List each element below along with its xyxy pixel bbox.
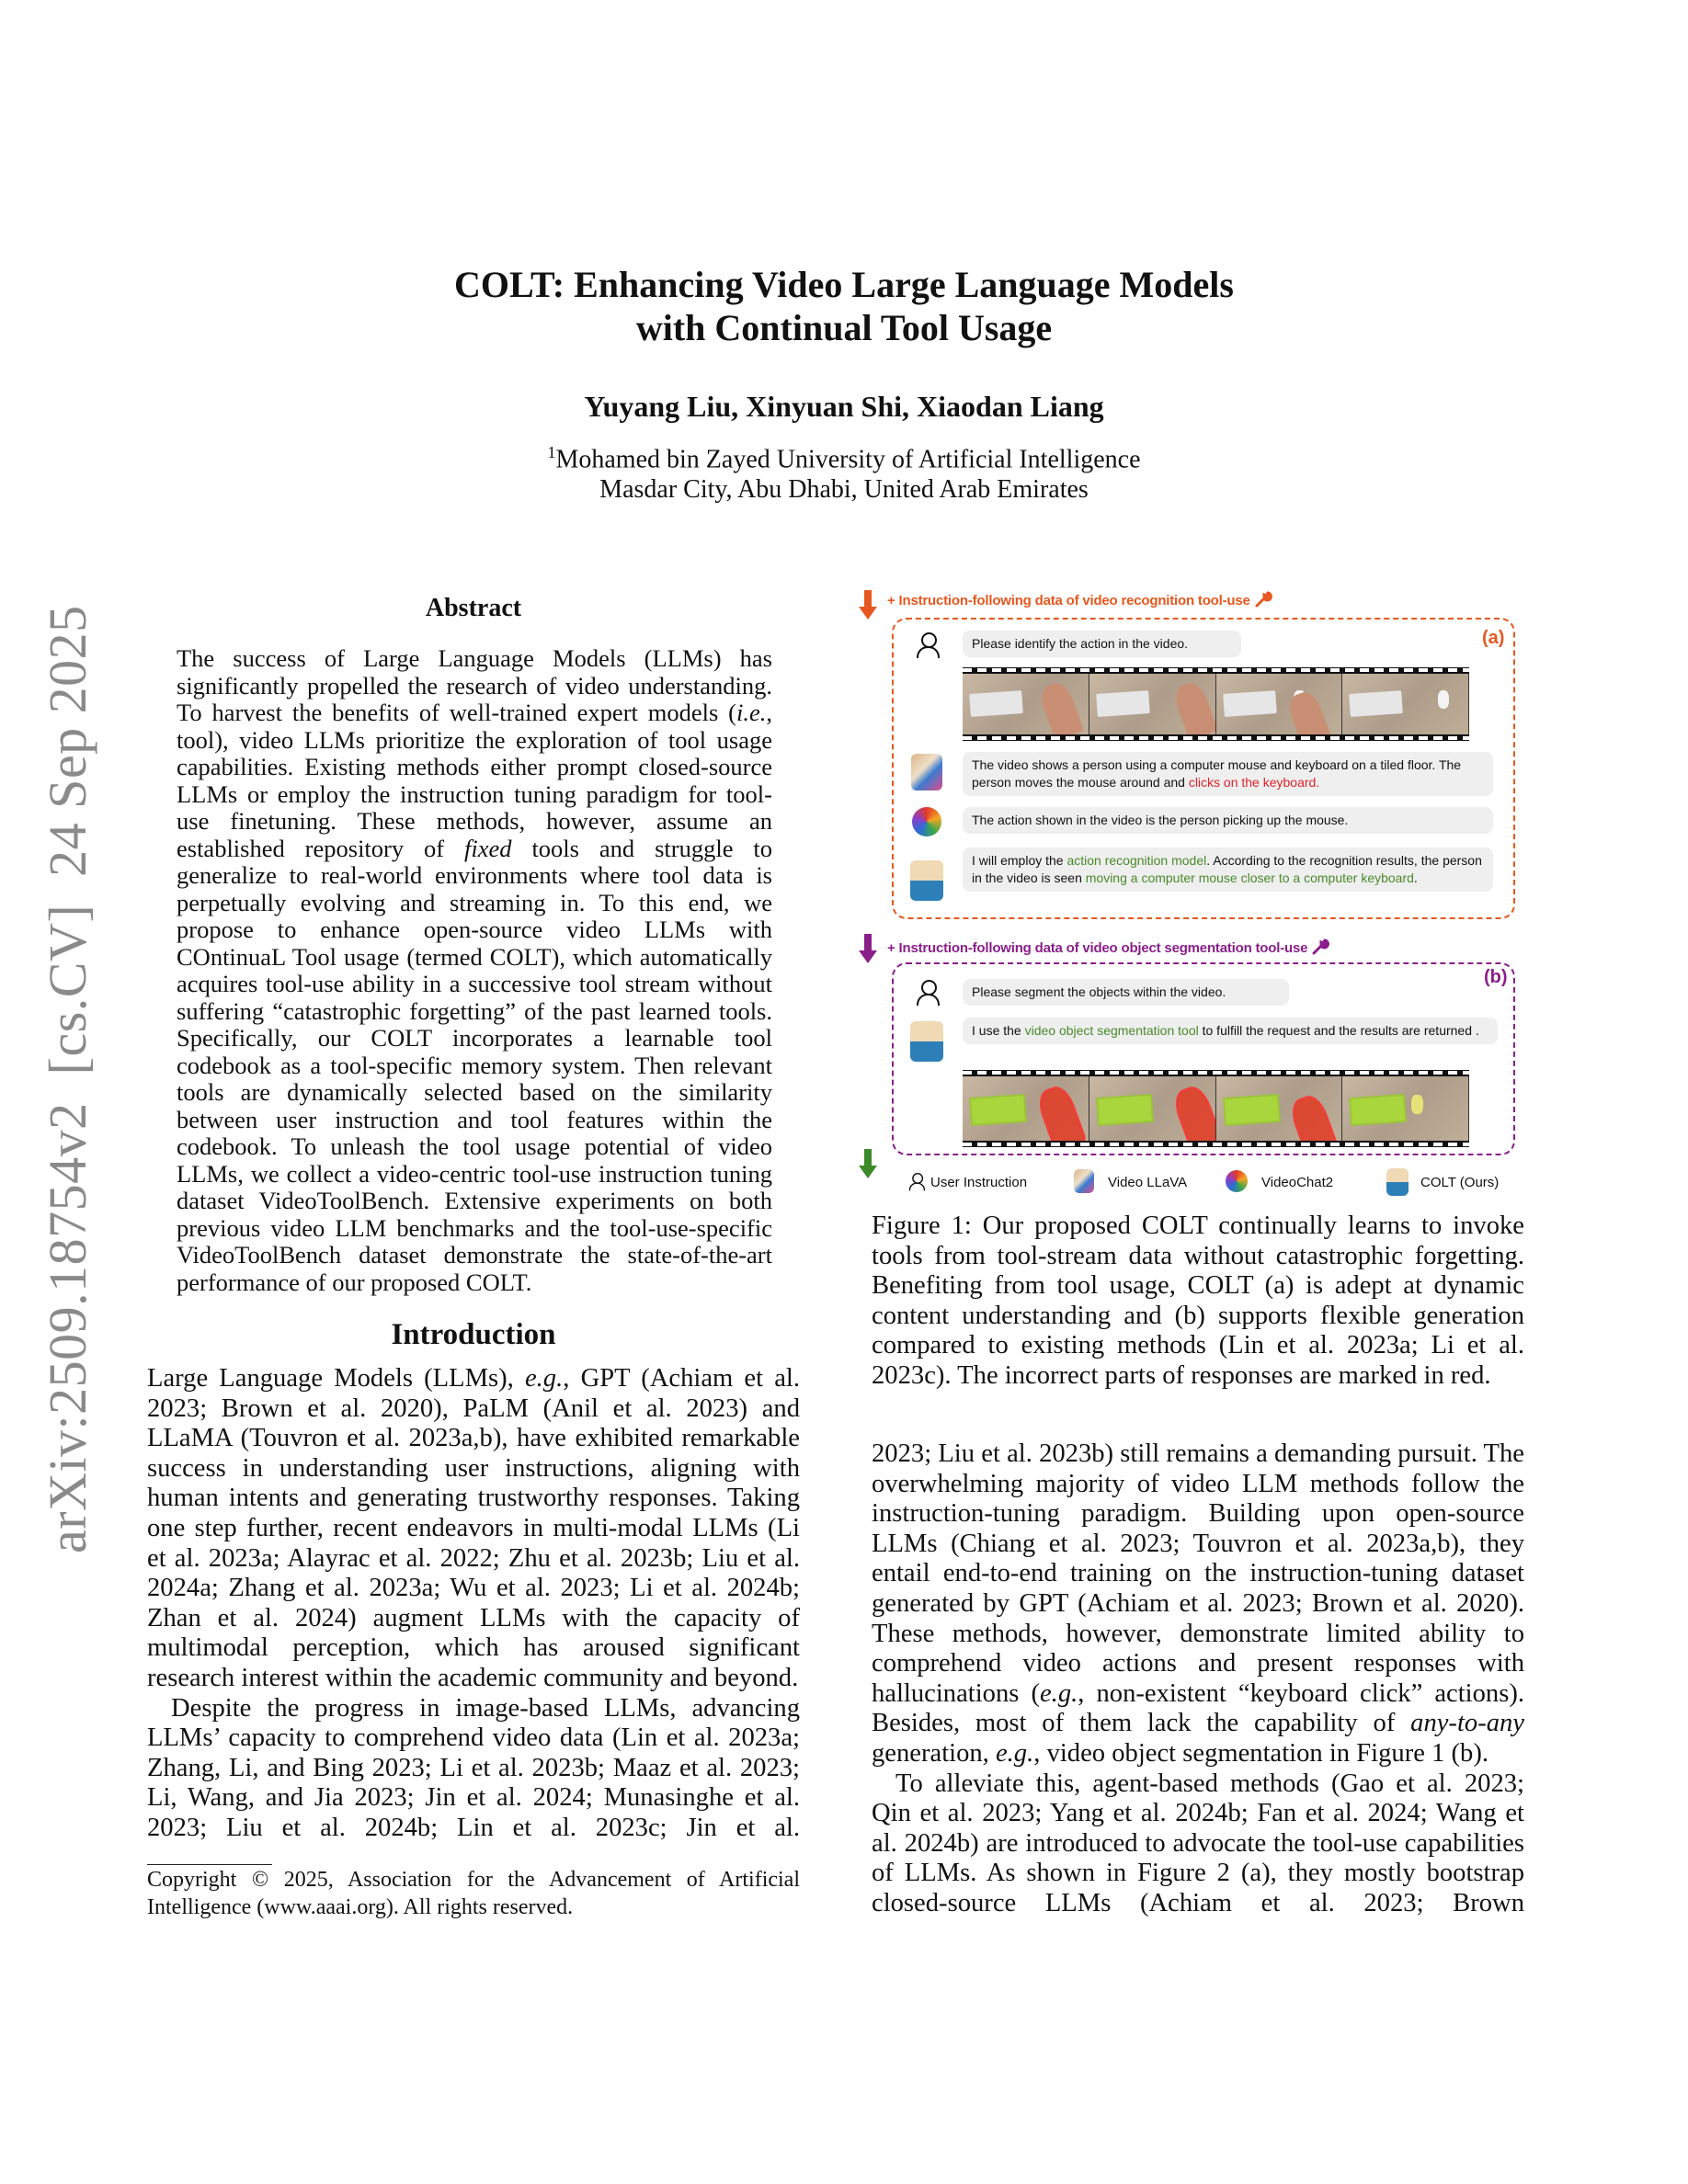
italic-text: e.g. (995, 1738, 1034, 1768)
text-segment: generation, (872, 1738, 996, 1768)
wrench-icon (1254, 590, 1272, 609)
videochat2-icon (1226, 1170, 1248, 1192)
arxiv-identifier: arXiv:2509.18754v2 [cs.CV] 24 Sep 2025 (38, 605, 97, 1553)
text-segment: The video shows a person using a computer mouse and keyboard on a tiled floor. The person moves the mouse around and (972, 757, 1462, 790)
legend-colt: COLT (Ours) (1420, 1175, 1500, 1190)
text-segment: , non-existent “keyboard click” actions). Besides, most of them lack the capability of (872, 1678, 1524, 1738)
text-segment: To alleviate this, agent-based methods (Gao et al. 2023; Qin et al. 2023; Yang et al. 2024b; Fan et al. 2024; Wang et al. 2024b) are introduced to advocate the tool-use capabilities of LLMs. As shown in Figure 2 (a), they mostly bootstrap closed-source LLMs (Achiam et al. 2023; Brown (872, 1769, 1524, 1917)
user-instruction-bubble (963, 631, 1241, 657)
colt-avatar-icon (910, 1021, 943, 1062)
panel-label-a: (a) (1482, 628, 1505, 648)
video-frames (963, 667, 1469, 741)
affil-line: Mohamed bin Zayed University of Artificial Intelligence (555, 445, 1141, 474)
abstract-heading: Abstract (425, 594, 522, 622)
text-segment: , video object segmentation in Figure 1 (b). (1033, 1738, 1488, 1768)
wrench-icon (1311, 938, 1329, 956)
user-instruction-bubble (963, 979, 1289, 1006)
paragraph (872, 1769, 1524, 1919)
colt-response-bubble (963, 847, 1493, 892)
text-segment: Large Language Models (LLMs), (147, 1364, 525, 1393)
legend-videochat2: VideoChat2 (1261, 1175, 1334, 1190)
header-text: + Instruction-following data of video recognition tool-use (887, 593, 1250, 609)
title-line: COLT: Enhancing Video Large Language Models (454, 264, 1234, 305)
authors: Yuyang Liu, Xinyuan Shi, Xiaodan Liang (584, 390, 1104, 423)
copyright-footnote: Copyright © 2025, Association for the Advancement of Artificial Intelligence (www.aaai.org). All rights reserved. (147, 1868, 800, 1919)
italic-text: i.e. (736, 699, 767, 726)
italic-text: any-to-any (1410, 1709, 1524, 1738)
text-segment: The success of Large Language Models (LLMs) has significantly propelled the research of video understanding. To harvest the benefits of well-trained expert models ( (177, 644, 772, 726)
legend-llava: Video LLaVA (1108, 1175, 1188, 1190)
paper-title (0, 263, 1688, 349)
paragraph (147, 1364, 800, 1694)
text-segment: , GPT (Achiam et al. 2023; Brown et al. 2020), PaLM (Anil et al. 2023) and LLaMA (Touvron et al. 2023a,b), have exhibited remarkable success in understanding user instructions, aligning with human intents and generating trustworthy responses. Taking one step further, recent endeavors in multi-modal LLMs (Li et al. 2023a; Alayrac et al. 2022; Zhu et al. 2023b; Liu et al. 2024a; Zhang et al. 2023a; Wu et al. 2023; Li et al. 2024b; Zhan et al. 2024) augment LLMs with the capacity of multimodal perception, which has aroused significant research interest within the academic community and beyond. (147, 1364, 800, 1692)
text-segment: . According to the recognition results, the person in the video is seen (972, 853, 1482, 885)
affiliation (0, 438, 1688, 505)
right-column (872, 1439, 1524, 1919)
affil-line: Masdar City, Abu Dhabi, United Arab Emirates (599, 475, 1089, 505)
footnote-rule (147, 1864, 272, 1865)
user-icon (916, 980, 940, 1006)
colt-icon (1386, 1168, 1409, 1196)
panel-label-b: (b) (1484, 967, 1508, 987)
affil-sup: 1 (547, 443, 556, 461)
text-segment: The action shown in the video is the person picking up the mouse. (972, 813, 1349, 827)
legend-user: User Instruction (930, 1175, 1028, 1190)
highlighted-text: video object segmentation tool (1024, 1023, 1199, 1038)
paragraph (872, 1439, 1524, 1769)
italic-text: e.g. (1039, 1678, 1078, 1708)
text-segment: to fulfill the request and the results are returned . (1198, 1023, 1479, 1038)
paragraph (147, 1694, 800, 1844)
text-segment: tools and struggle to generalize to real-world environments where tool data is perpetually evolving and streaming in. To this end, we propose to enhance open-source video LLMs with COntinuaL Tool usage (termed COLT), which automatically acquires tool-use ability in a successive tool stream without suffering “catastrophic forgetting” of the past learned tools. Specifically, our COLT incorporates a learnable tool codebook as a tool-specific memory system. Then relevant tools are dynamically selected based on the similarity between user instruction and tool features within the codebook. To unleash the tool usage potential of video LLMs, we collect a video-centric tool-use instruction tuning dataset VideoToolBench. Extensive experiments on both previous video LLM benchmarks and the tool-use-specific VideoToolBench dataset demonstrate the state-of-the-art performance of our proposed COLT. (177, 834, 772, 1296)
videochat2-response-bubble (963, 807, 1493, 834)
text-segment: , tool), video LLMs prioritize the exploration of tool usage capabilities. Existing methods either prompt closed-source LLMs or employ the instruction tuning paradigm for tool-use finetuning. These methods, however, assume an established repository of (177, 699, 772, 862)
video-llava-avatar-icon (911, 754, 942, 791)
text-segment: Please segment the objects within the video. (972, 984, 1226, 999)
text-segment: Please identify the action in the video. (972, 636, 1189, 651)
highlighted-text: clicks on the keyboard. (1188, 775, 1320, 790)
figure-legend (908, 1173, 1534, 1195)
user-icon (908, 1173, 925, 1191)
text-segment: I use the (972, 1023, 1025, 1038)
text-segment: I will employ the (972, 853, 1067, 868)
highlighted-text: moving a computer mouse closer to a computer keyboard (1085, 870, 1414, 885)
colt-avatar-icon (910, 860, 943, 901)
text-segment: . (1413, 870, 1418, 885)
segmentation-frames (963, 1070, 1469, 1147)
section-a-header (887, 590, 1272, 609)
video-llava-response-bubble (963, 752, 1493, 796)
abstract-text (177, 645, 772, 1296)
title-line: with Continual Tool Usage (635, 307, 1053, 348)
user-icon (916, 632, 940, 658)
left-column (147, 1364, 800, 1844)
text-segment: Despite the progress in image-based LLMs, advancing LLMs’ capacity to comprehend video data (Lin et al. 2023a; Zhang, Li, and Bing 2023; Li et al. 2023b; Maaz et al. 2023; Li, Wang, and Jia 2023; Jin et al. 2024; Munasinghe et al. 2023; Liu et al. 2024b; Lin et al. 2023c; Jin et al. (147, 1693, 800, 1842)
italic-text: e.g. (524, 1364, 564, 1393)
header-text: + Instruction-following data of video object segmentation tool-use (887, 940, 1308, 956)
introduction-heading: Introduction (391, 1318, 556, 1351)
text-segment: 2023; Liu et al. 2023b) still remains a demanding pursuit. The overwhelming majority of video LLM methods follow the instruction-tuning paradigm. Building upon open-source LLMs (Chiang et al. 2023; Touvron et al. 2023a,b), they entail end-to-end training on the instruction-tuning dataset generated by GPT (Achiam et al. 2023; Brown et al. 2020). These methods, however, demonstrate limited ability to comprehend video actions and present responses with hallucinations ( (872, 1439, 1524, 1708)
colt-response-bubble (963, 1018, 1498, 1044)
highlighted-text: action recognition model (1066, 853, 1207, 868)
figure-caption: Figure 1: Our proposed COLT continually learns to invoke tools from tool-stream data without catastrophic forgetting. Benefiting from tool usage, COLT (a) is adept at dynamic content understanding and (b) supports flexible generation compared to existing methods (Lin et al. 2023a; Li et al. 2023c). The incorrect parts of responses are marked in red. (872, 1211, 1524, 1390)
videochat2-avatar-icon (912, 807, 941, 836)
italic-text: fixed (464, 834, 512, 862)
section-b-header (887, 938, 1329, 956)
video-llava-icon (1074, 1169, 1094, 1193)
